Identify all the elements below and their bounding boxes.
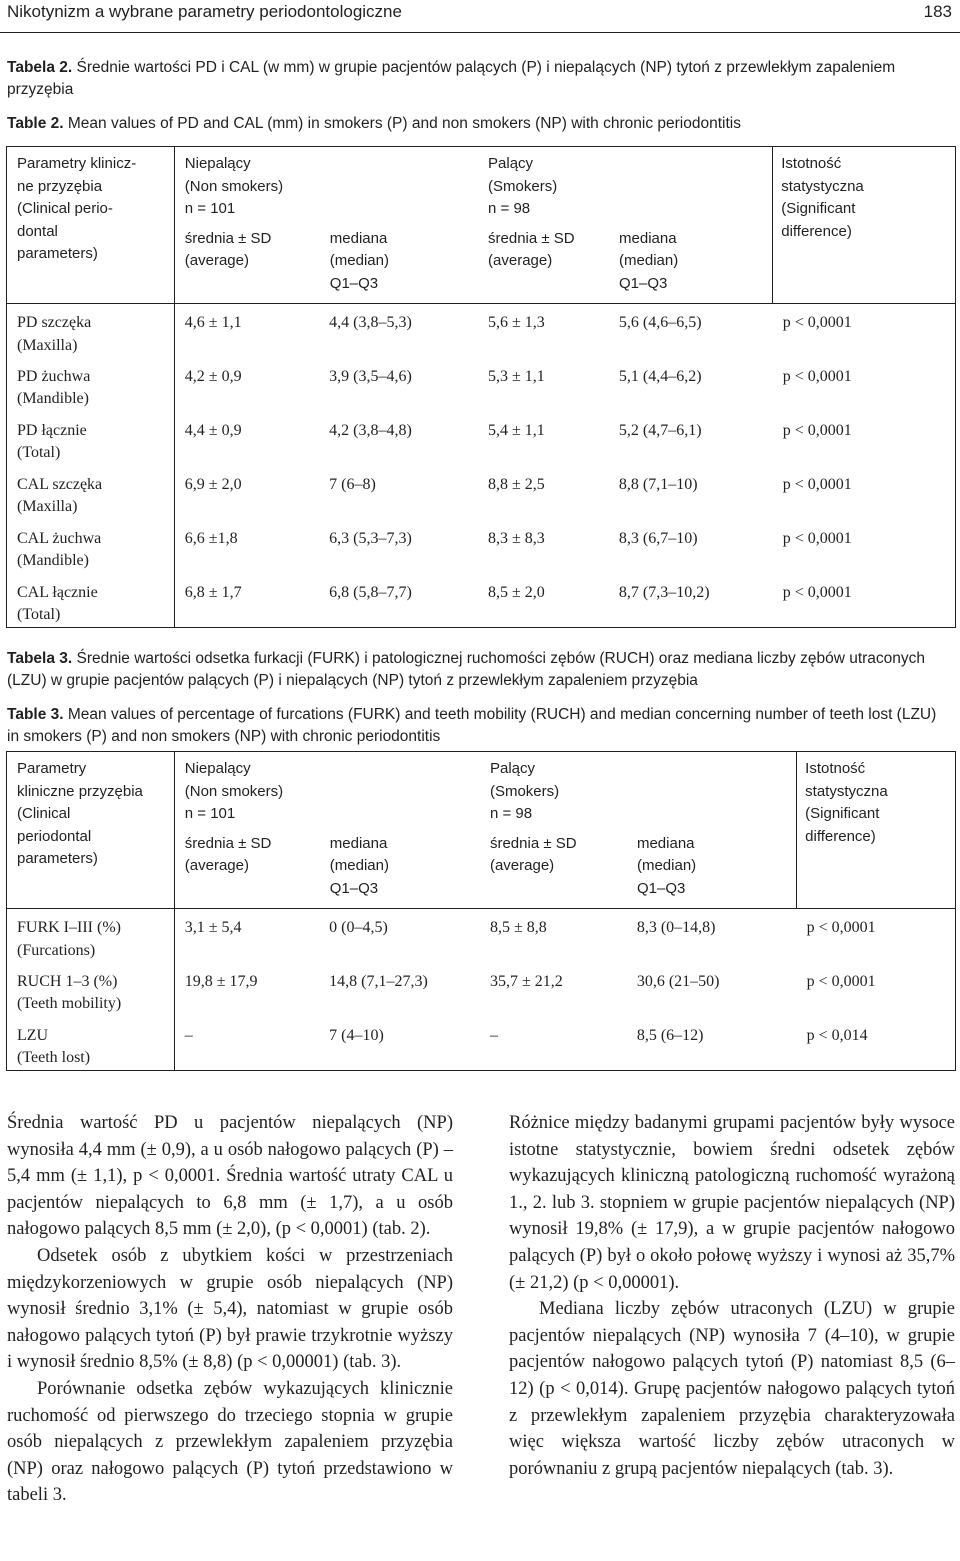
table3-caption-pl-label: Tabela 3. (7, 650, 73, 667)
table-row (7, 963, 956, 1017)
header-line: statystyczna (805, 782, 888, 800)
cell-np-median: 4,4 (3,8–5,3) (329, 314, 412, 331)
cell-np-mean: 4,6 ± 1,1 (184, 314, 242, 331)
cell-np-median: 3,9 (3,5–4,6) (329, 367, 412, 385)
row-parameter-label (7, 574, 175, 628)
header-line: Istotność (781, 155, 842, 172)
cell-p: p < 0,0001 (782, 475, 852, 493)
header-line: parameters) (17, 850, 98, 867)
label-line: RUCH 1–3 (%) (17, 972, 118, 990)
header-line: (median) (329, 857, 389, 874)
cell-p-median: 5,2 (4,7–6,1) (618, 421, 702, 439)
header-line: (median) (329, 252, 389, 269)
cell-np-mean: 19,8 ± 17,9 (184, 972, 258, 990)
label-line: (Mandible) (17, 390, 89, 407)
table-row (7, 520, 956, 574)
cell-p-median: 8,3 (0–14,8) (636, 919, 716, 936)
running-title: Nikotynizm a wybrane parametry periodontologiczne (7, 2, 402, 21)
header-line: Q1–Q3 (619, 274, 668, 292)
table2-nonsmokers-header (174, 147, 478, 304)
cell-np-mean: 6,6 ±1,8 (184, 529, 238, 547)
cell-np-median: 14,8 (7,1–27,3) (329, 972, 428, 990)
header-line: średnia ± SD (184, 834, 272, 852)
header-line: (Clinical (17, 805, 71, 822)
header-line: Q1–Q3 (636, 879, 686, 897)
row-parameter-label (7, 304, 175, 358)
row-parameter-label (7, 412, 175, 466)
header-line: (Smokers) (489, 782, 560, 800)
cell-p: p < 0,0001 (782, 583, 852, 601)
header-line: (Non smokers) (184, 177, 284, 195)
label-line: PD żuchwa (17, 367, 91, 385)
header-line: Niepalący (184, 155, 251, 172)
table2-body (7, 304, 956, 628)
header-line: (average) (489, 857, 555, 874)
table-row (7, 304, 956, 358)
header-rule (0, 32, 960, 33)
cell-p-median: 8,7 (7,3–10,2) (618, 583, 710, 601)
table2-np-median-header (330, 228, 389, 296)
label-line: PD szczęka (17, 314, 92, 331)
table-row (7, 574, 956, 628)
body-paragraph: Średnia wartość PD u pacjentów niepalących (NP) wynosiła 4,4 mm (± 0,9), a u osób nałogowo palących (P) – 5,4 mm (± 1,1), p < 0,0001. Średnia wartość utraty CAL u pacjentów niepalących to 6,8 mm (± 1,7), a u osób nałogowo palących 8,5 mm (± 2,0), (p < 0,0001) (tab. 2). (7, 1113, 453, 1240)
cell-p-median: 8,5 (6–12) (636, 1026, 704, 1044)
table3-caption-pl (7, 648, 947, 692)
table3-header-row (7, 752, 956, 909)
header-line: (Clinical perio- (17, 200, 113, 217)
table2-significance-header (773, 147, 956, 304)
table3-caption-en-label: Table 3. (7, 706, 64, 723)
label-line: (Teeth lost) (17, 1049, 91, 1066)
header-line: Parametry (17, 760, 87, 777)
header-line: Palący (489, 760, 535, 777)
running-head (0, 0, 960, 26)
cell-np-mean: 6,9 ± 2,0 (184, 475, 242, 493)
label-line: LZU (17, 1026, 49, 1044)
row-parameter-label (7, 909, 175, 963)
cell-p-mean: 8,3 ± 8,3 (488, 529, 545, 547)
cell-p: p < 0,014 (806, 1026, 868, 1044)
table3-param-header (7, 752, 175, 909)
table-row (7, 1017, 956, 1071)
table-row (7, 412, 956, 466)
table3-significance-header (797, 752, 956, 909)
label-line: (Total) (17, 444, 61, 461)
label-line: CAL żuchwa (17, 529, 102, 547)
cell-p-mean: – (489, 1026, 498, 1044)
cell-p: p < 0,0001 (806, 919, 876, 936)
header-line: (average) (488, 252, 553, 269)
header-line: Q1–Q3 (329, 879, 379, 897)
header-line: periodontal (17, 827, 92, 845)
cell-p-mean: 8,8 ± 2,5 (488, 475, 545, 493)
header-line: (Smokers) (488, 177, 558, 195)
table2 (6, 146, 956, 628)
header-line: n = 101 (184, 200, 236, 217)
table2-header-row (7, 147, 956, 304)
table3-smokers-header (480, 752, 797, 909)
body-column-right (509, 1110, 955, 1482)
cell-p: p < 0,0001 (782, 367, 852, 385)
table2-caption-pl-label: Tabela 2. (7, 59, 73, 76)
header-line: mediana (619, 229, 677, 247)
header-line: (median) (636, 857, 697, 874)
header-line: średnia ± SD (184, 229, 272, 247)
label-line: FURK I–III (%) (17, 919, 121, 936)
cell-p-median: 5,6 (4,6–6,5) (618, 314, 702, 331)
header-line: (median) (619, 252, 679, 269)
row-parameter-label (7, 466, 175, 520)
body-paragraph: Różnice między badanymi grupami pacjentów były wysoce istotne statystycznie, bowiem średni odsetek zębów wykazujących kliniczną patologiczną ruchomość wyrażoną 1., 2. lub 3. stopniem w grupie pacjentów niepalących (NP) wynosił 19,8% (± 17,9), a w grupie pacjentów nałogowo palących (P) był o około połowę wyższy i wynosi aż 35,7% (± 21,2) (p < 0,00001). (509, 1113, 955, 1293)
table3-caption-en-text: Mean values of percentage of furcations (FURK) and teeth mobility (RUCH) and median concerning number of teeth lost (LZU) in smokers (P) and non smokers (NP) with chronic periodontitis (7, 706, 937, 745)
header-line: Istotność (805, 760, 866, 777)
table2-smokers-header (478, 147, 773, 304)
body-column-left (7, 1110, 453, 1509)
table2-param-header (7, 147, 175, 304)
header-line: średnia ± SD (489, 834, 577, 852)
cell-p-mean: 5,4 ± 1,1 (488, 421, 545, 439)
cell-p-mean: 35,7 ± 21,2 (489, 972, 563, 990)
cell-np-mean: 3,1 ± 5,4 (184, 919, 242, 936)
header-line: Palący (488, 155, 534, 172)
label-line: (Teeth mobility) (17, 995, 122, 1012)
header-line: średnia ± SD (488, 229, 575, 247)
cell-np-mean: 4,2 ± 0,9 (184, 367, 242, 385)
cell-np-median: 6,8 (5,8–7,7) (329, 583, 412, 601)
cell-p-mean: 5,3 ± 1,1 (488, 367, 545, 385)
header-line: (average) (184, 857, 249, 874)
header-line: kliniczne przyzębia (17, 782, 143, 800)
header-line: Parametry klinicz- (17, 155, 137, 172)
cell-np-median: 7 (6–8) (329, 475, 376, 493)
cell-p-median: 30,6 (21–50) (636, 972, 720, 990)
label-line: (Total) (17, 606, 61, 623)
header-line: Q1–Q3 (329, 274, 379, 292)
cell-p: p < 0,0001 (782, 529, 852, 547)
table3-p-mean-header (490, 833, 637, 901)
header-line: dontal (17, 222, 58, 240)
body-paragraph: Porównanie odsetka zębów wykazujących klinicznie ruchomość od pierwszego do trzeciego stopnia w grupie osób niepalących z przewlekłym zapaleniem przyzębia (NP) oraz nałogowo palących (P) tytoń przedstawiono w tabeli 3. (7, 1378, 453, 1506)
header-line: n = 101 (184, 805, 236, 822)
cell-p-median: 8,3 (6,7–10) (618, 529, 698, 547)
table-row (7, 358, 956, 412)
header-line: difference) (781, 222, 852, 240)
cell-p-mean: 5,6 ± 1,3 (488, 314, 545, 331)
table2-p-mean-header (488, 228, 619, 296)
cell-p: p < 0,0001 (782, 314, 852, 331)
header-line: mediana (329, 834, 388, 852)
table2-caption-en-text: Mean values of PD and CAL (mm) in smokers (P) and non smokers (NP) with chronic periodontitis (63, 115, 741, 132)
row-parameter-label (7, 358, 175, 412)
row-parameter-label (7, 963, 175, 1017)
cell-p: p < 0,0001 (806, 972, 876, 990)
table3-np-mean-header (185, 833, 330, 901)
table3-np-median-header (330, 833, 389, 901)
table2-np-mean-header (185, 228, 330, 296)
header-line: (Significant (805, 805, 880, 822)
body-paragraph: Odsetek osób z ubytkiem kości w przestrzeniach międzykorzeniowych w grupie osób niepalących (NP) wynosił średnio 3,1% (± 5,4), natomiast w grupie osób nałogowo palących tytoń (P) był prawie trzykrotnie wyższy i wynosił średnio 8,5% (± 8,8) (p < 0,00001) (tab. 3). (7, 1245, 453, 1373)
header-line: mediana (636, 834, 695, 852)
row-parameter-label (7, 1017, 175, 1071)
header-line: n = 98 (488, 200, 531, 217)
cell-np-mean: 6,8 ± 1,7 (184, 583, 242, 601)
cell-p-median: 5,1 (4,4–6,2) (618, 367, 702, 385)
header-line: (Non smokers) (184, 782, 284, 800)
label-line: (Maxilla) (17, 498, 78, 515)
page-number: 183 (923, 2, 952, 21)
table3-caption-en (7, 704, 947, 748)
header-line: (Significant (781, 200, 856, 217)
table-row (7, 466, 956, 520)
table3-body (7, 909, 956, 1071)
cell-np-mean: – (184, 1026, 193, 1044)
header-line: mediana (329, 229, 388, 247)
table3-caption-pl-text: Średnie wartości odsetka furkacji (FURK) i patologicznej ruchomości zębów (RUCH) oraz mediana liczby zębów utraconych (LZU) w grupie pacjentów palących (P) i niepalących (NP) tytoń z przewlekłym zapaleniem przyzębia (7, 650, 926, 689)
cell-p-mean: 8,5 ± 2,0 (488, 583, 545, 601)
table2-p-median-header (619, 228, 678, 296)
row-parameter-label (7, 520, 175, 574)
cell-p: p < 0,0001 (782, 421, 852, 439)
header-line: (average) (184, 252, 249, 269)
table3 (6, 751, 956, 1071)
cell-np-median: 7 (4–10) (329, 1026, 384, 1044)
table2-caption-en (7, 113, 947, 135)
header-line: ne przyzębia (17, 177, 103, 195)
table2-caption-pl (7, 57, 947, 101)
header-line: difference) (805, 827, 876, 845)
table2-caption-en-label: Table 2. (7, 115, 64, 132)
table3-nonsmokers-header (174, 752, 480, 909)
cell-np-mean: 4,4 ± 0,9 (184, 421, 242, 439)
table-row (7, 909, 956, 963)
header-line: Niepalący (184, 760, 251, 777)
header-line: statystyczna (781, 177, 864, 195)
label-line: (Mandible) (17, 552, 89, 569)
cell-np-median: 4,2 (3,8–4,8) (329, 421, 412, 439)
table2-caption-pl-text: Średnie wartości PD i CAL (w mm) w grupie pacjentów palących (P) i niepalących (NP) tytoń z przewlekłym zapaleniem przyzębia (7, 59, 896, 98)
table3-p-median-header (637, 833, 696, 901)
label-line: (Maxilla) (17, 336, 78, 354)
header-line: parameters) (17, 245, 98, 262)
header-line: n = 98 (489, 805, 533, 822)
label-line: PD łącznie (17, 421, 87, 439)
cell-p-median: 8,8 (7,1–10) (618, 475, 698, 493)
label-line: CAL szczęka (17, 475, 103, 493)
label-line: CAL łącznie (17, 583, 98, 601)
label-line: (Furcations) (17, 941, 96, 959)
cell-np-median: 0 (0–4,5) (329, 919, 388, 936)
cell-np-median: 6,3 (5,3–7,3) (329, 529, 412, 547)
body-paragraph: Mediana liczby zębów utraconych (LZU) w grupie pacjentów niepalących (NP) wynosiła 7 (4–10), w grupie pacjentów nałogowo palących tytoń (P) natomiast 8,5 (6–12) (p < 0,014). Grupę pacjentów nałogowo palących tytoń z przewlekłym zapaleniem przyzębia charakteryzowała więc większa wartość liczby zębów utraconych w porównaniu z grupą pacjentów niepalących (tab. 3). (509, 1299, 955, 1479)
cell-p-mean: 8,5 ± 8,8 (489, 919, 547, 936)
